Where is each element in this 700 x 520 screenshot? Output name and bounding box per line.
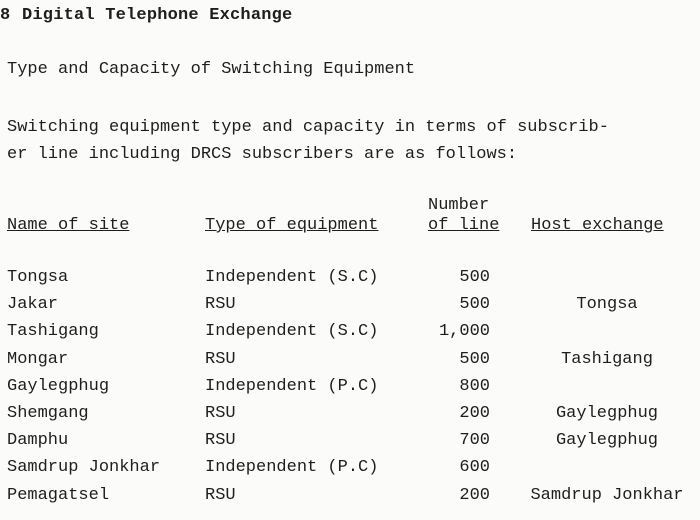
cell-host: Tongsa xyxy=(576,295,638,315)
cell-site: Shemgang xyxy=(7,404,89,423)
table-row xyxy=(0,295,700,322)
cell-host: Gaylegphug xyxy=(555,431,659,451)
cell-site: Gaylegphug xyxy=(7,376,110,396)
cell-lines: 500 xyxy=(459,268,490,287)
cell-lines: 500 xyxy=(459,295,490,315)
table-row xyxy=(0,404,700,431)
header-type: Type of equipment xyxy=(205,216,379,235)
cell-lines: 500 xyxy=(459,349,490,369)
intro-paragraph xyxy=(7,114,697,168)
cell-type: RSU xyxy=(205,295,236,315)
table-row xyxy=(0,268,700,295)
cell-lines: 200 xyxy=(459,485,490,505)
cell-lines: 600 xyxy=(459,458,490,478)
paragraph-line-1: Switching equipment type and capacity in terms of subscrib- xyxy=(7,118,609,137)
subsection-title: Type and Capacity of Switching Equipment xyxy=(7,60,416,79)
cell-type: RSU xyxy=(205,485,236,505)
cell-site: Damphu xyxy=(7,431,69,451)
cell-site: Mongar xyxy=(7,349,69,369)
section-number: 8 xyxy=(0,6,11,25)
table-row xyxy=(0,458,700,485)
header-site: Name of site xyxy=(7,216,130,235)
table-row xyxy=(0,486,700,513)
cell-type: Independent (P.C) xyxy=(205,458,379,478)
cell-site: Pemagatsel xyxy=(7,485,110,505)
cell-lines: 1,000 xyxy=(438,322,490,342)
cell-site: Tashigang xyxy=(7,322,99,342)
cell-type: Independent (S.C) xyxy=(205,322,379,342)
cell-host: Gaylegphug xyxy=(555,404,659,423)
table-row xyxy=(0,322,700,349)
table-row xyxy=(0,377,700,404)
paragraph-line-2: er line including DRCS subscribers are as follows: xyxy=(7,145,518,164)
section-title: Digital Telephone Exchange xyxy=(22,6,293,25)
header-number-top: Number xyxy=(428,196,490,215)
cell-host: Tashigang xyxy=(561,349,653,369)
header-host: Host exchange xyxy=(531,216,664,235)
cell-lines: 800 xyxy=(459,376,490,396)
header-number-bottom: of line xyxy=(428,216,500,235)
table-row xyxy=(0,350,700,377)
cell-host: Samdrup Jonkhar xyxy=(530,485,684,505)
cell-type: Independent (P.C) xyxy=(205,376,379,396)
cell-lines: 200 xyxy=(459,404,490,423)
cell-type: RSU xyxy=(205,404,236,423)
cell-type: RSU xyxy=(205,349,236,369)
cell-site: Jakar xyxy=(7,295,59,315)
cell-site: Samdrup Jonkhar xyxy=(7,458,161,478)
section-heading xyxy=(0,6,292,25)
cell-site: Tongsa xyxy=(7,268,69,287)
cell-type: RSU xyxy=(205,431,236,451)
table-row xyxy=(0,431,700,458)
cell-lines: 700 xyxy=(459,431,490,451)
cell-type: Independent (S.C) xyxy=(205,268,379,287)
